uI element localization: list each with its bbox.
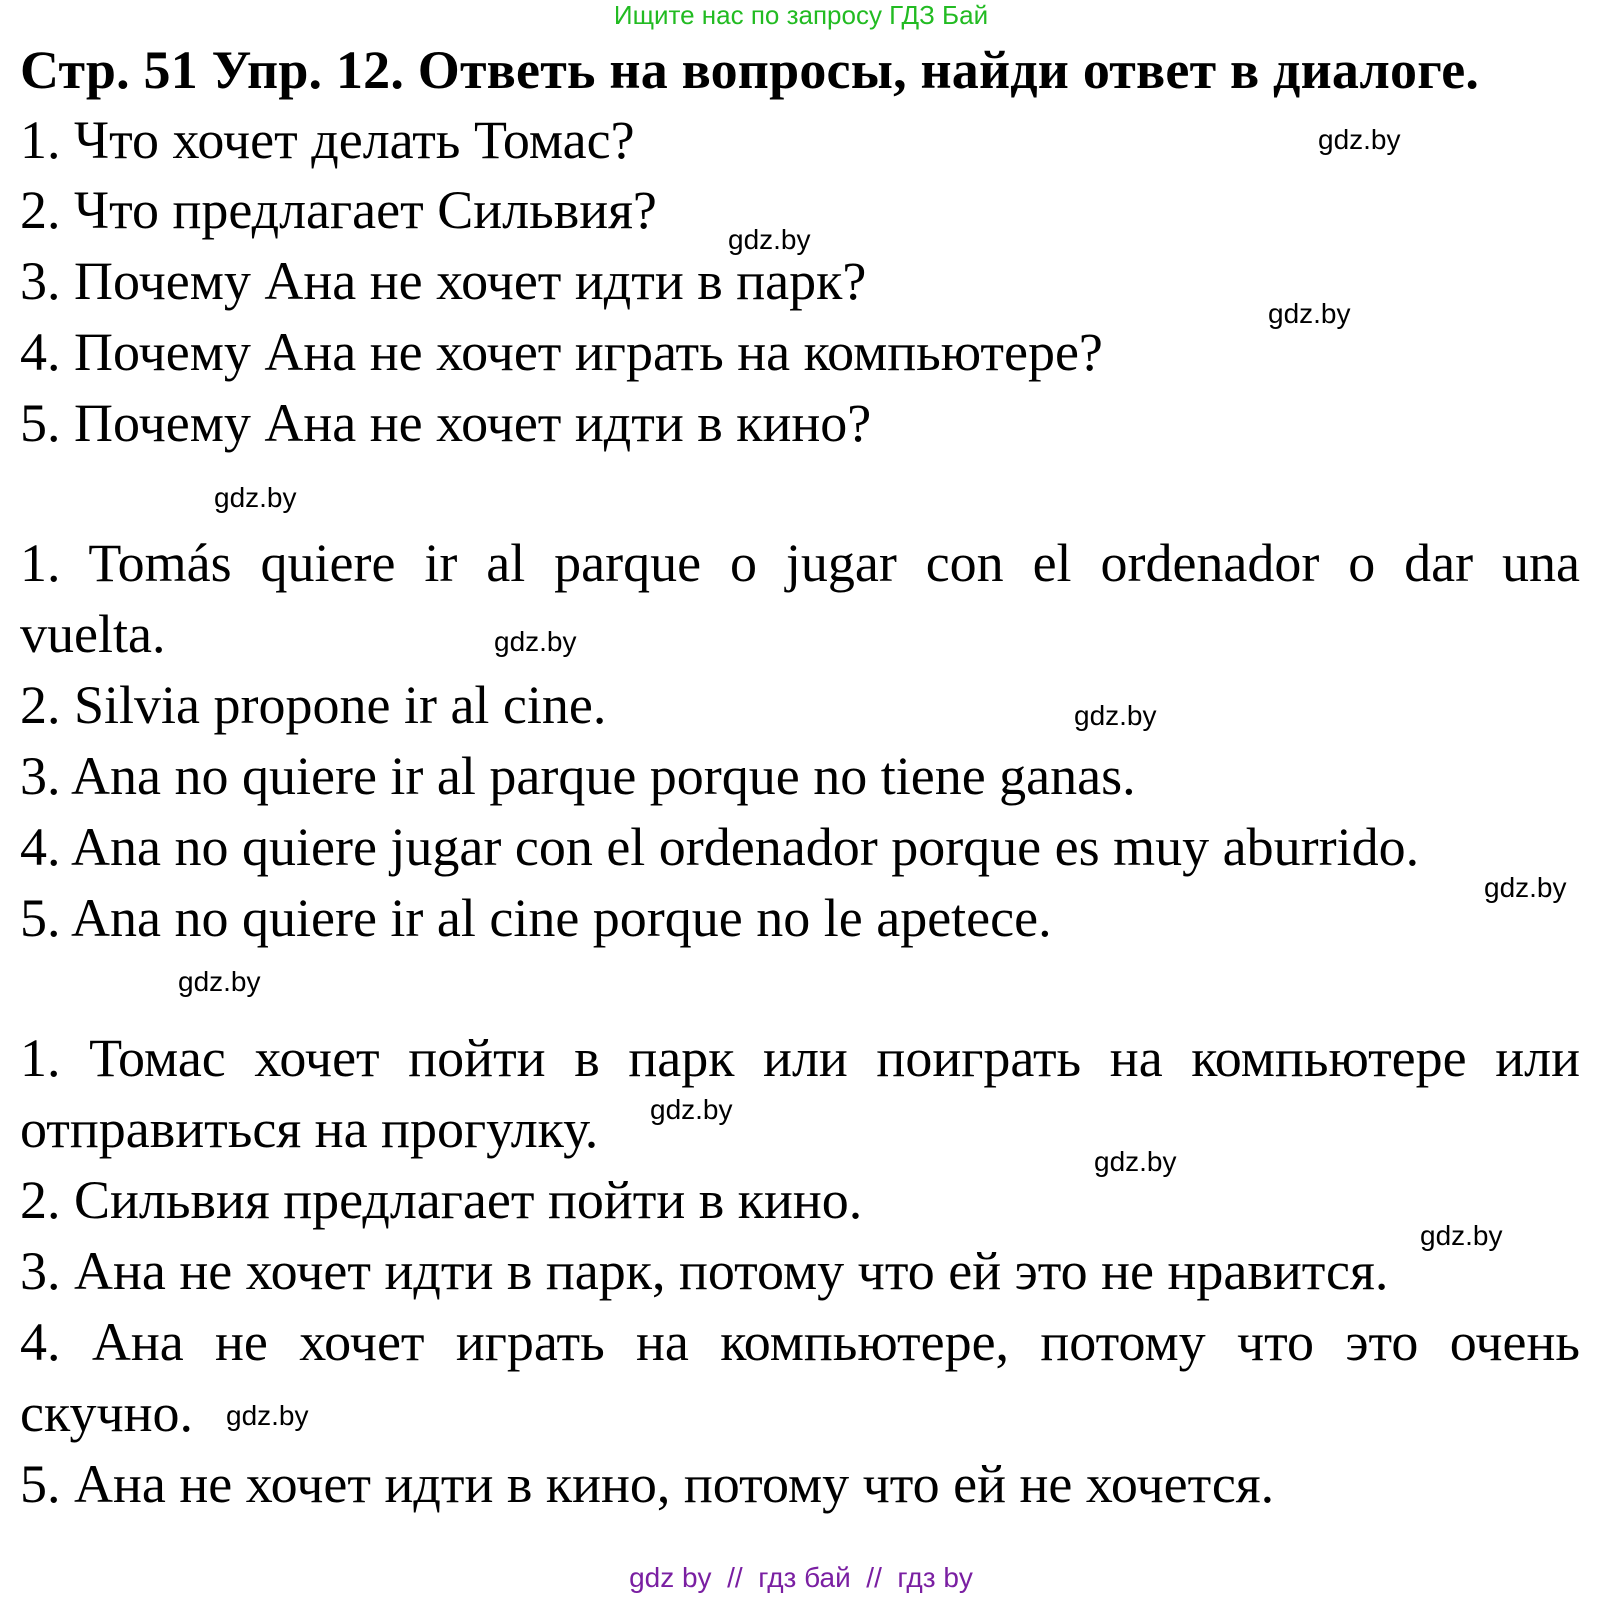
watermark: gdz.by	[214, 482, 297, 513]
answer-ru-1-cont: отправиться на прогулку.	[20, 1099, 599, 1159]
watermark: gdz.by	[1484, 872, 1567, 903]
watermark: gdz.by	[226, 1400, 309, 1431]
page-title: Стр. 51 Упр. 12. Ответь на вопросы, найди ответ в диалоге.	[20, 40, 1480, 100]
question-2: 2. Что предлагает Сильвия?	[20, 180, 657, 240]
answer-ru-4: 4. Ана не хочет играть на компьютере, потому что это очень	[20, 1312, 1580, 1372]
answer-es-4: 4. Ana no quiere jugar con el ordenador porque es muy aburrido.	[20, 817, 1420, 877]
answer-ru-1: 1. Томас хочет пойти в парк или поиграть на компьютере или	[20, 1028, 1580, 1088]
footer-watermark: gdz by // гдз бай // гдз by	[629, 1562, 973, 1593]
question-4: 4. Почему Ана не хочет играть на компьютере?	[20, 322, 1103, 382]
watermark: gdz.by	[1094, 1146, 1177, 1177]
question-3: 3. Почему Ана не хочет идти в парк?	[20, 251, 867, 311]
answer-es-1: 1. Tomás quiere ir al parque o jugar con el ordenador o dar una	[20, 533, 1580, 593]
answer-es-2: 2. Silvia propone ir al cine.	[20, 675, 607, 735]
question-1: 1. Что хочет делать Томас?	[20, 110, 635, 170]
watermark: gdz.by	[1318, 124, 1401, 155]
watermark: gdz.by	[1268, 298, 1351, 329]
watermark: gdz.by	[494, 626, 577, 657]
watermark: gdz.by	[1420, 1220, 1503, 1251]
watermark: gdz.by	[728, 224, 811, 255]
question-5: 5. Почему Ана не хочет идти в кино?	[20, 393, 872, 453]
answer-ru-2: 2. Сильвия предлагает пойти в кино.	[20, 1170, 863, 1230]
watermark: gdz.by	[178, 966, 261, 997]
answer-ru-5: 5. Ана не хочет идти в кино, потому что ей не хочется.	[20, 1454, 1275, 1514]
top-banner: Ищите нас по запросу ГДЗ Бай	[613, 0, 989, 30]
watermark: gdz.by	[1074, 700, 1157, 731]
answer-es-1-cont: vuelta.	[20, 604, 166, 664]
watermark: gdz.by	[650, 1094, 733, 1125]
answer-ru-3: 3. Ана не хочет идти в парк, потому что ей это не нравится.	[20, 1241, 1389, 1301]
answer-ru-4-cont: скучно.	[20, 1383, 193, 1443]
answer-es-3: 3. Ana no quiere ir al parque porque no tiene ganas.	[20, 746, 1136, 806]
answer-es-5: 5. Ana no quiere ir al cine porque no le apetece.	[20, 888, 1052, 948]
